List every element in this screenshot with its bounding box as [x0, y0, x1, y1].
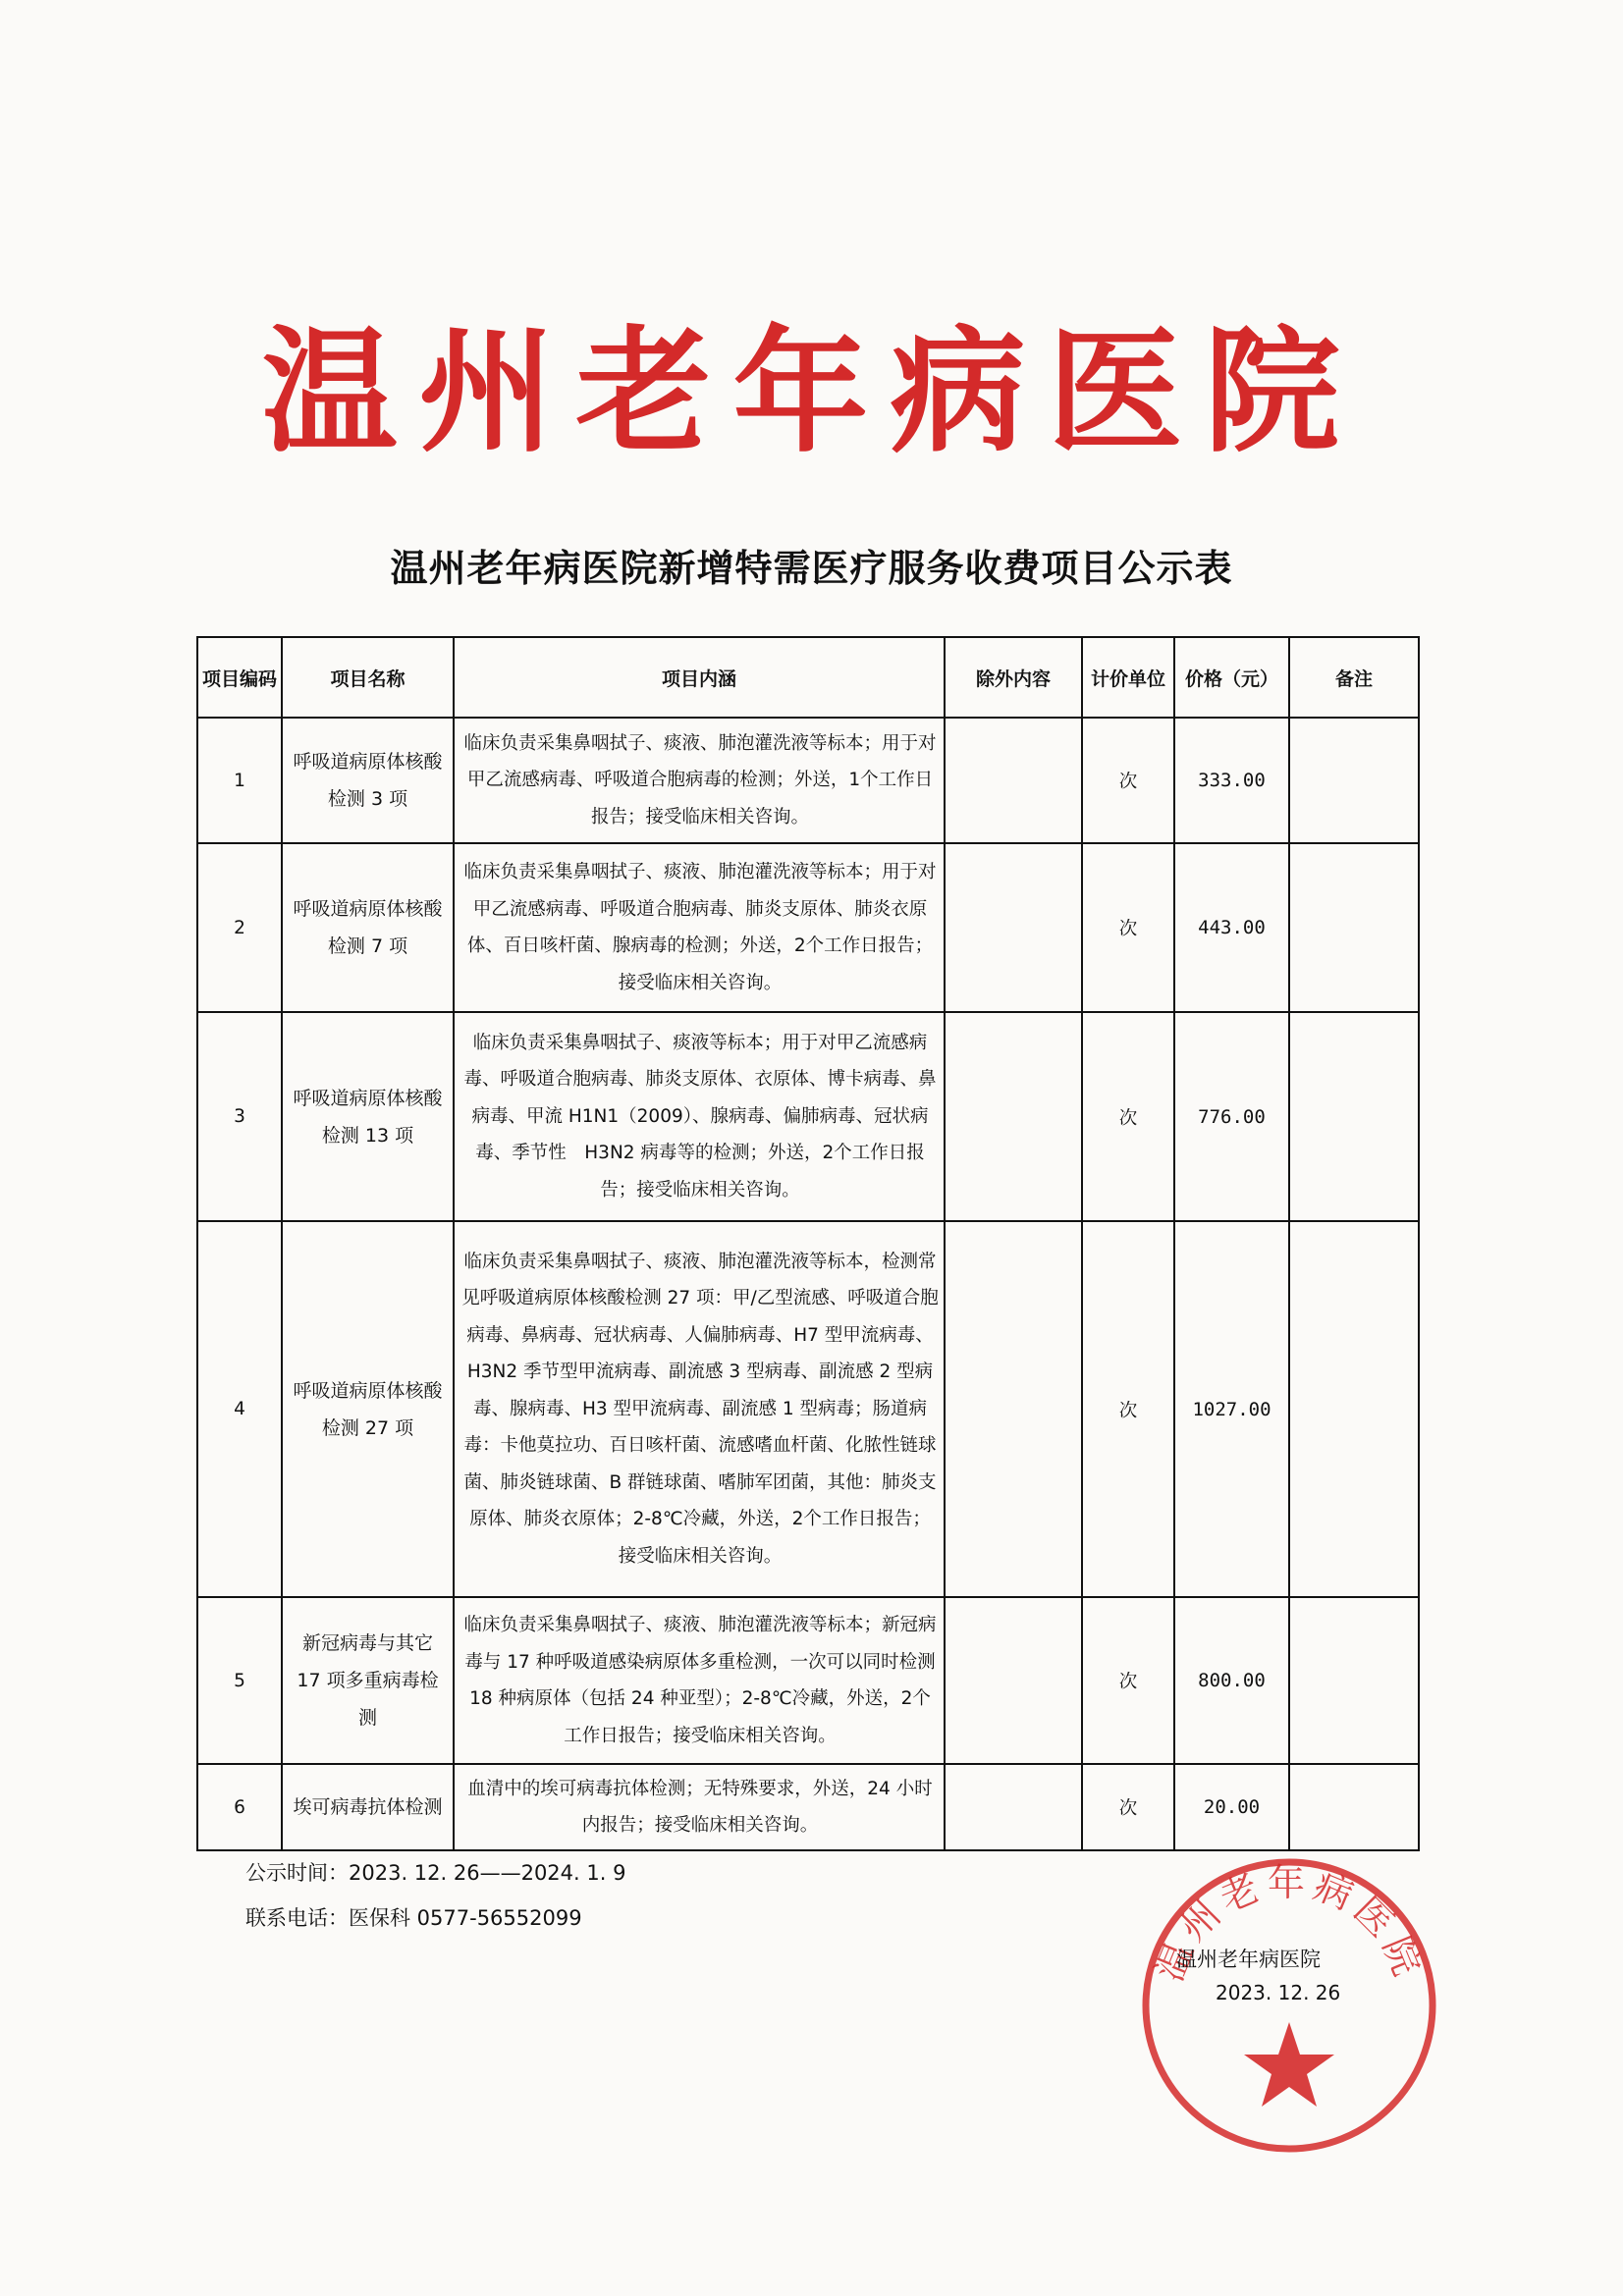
- cell-price: 443.00: [1174, 843, 1289, 1012]
- table-row: [197, 1764, 1419, 1850]
- cell-name: 埃可病毒抗体检测: [282, 1764, 454, 1850]
- cell-unit: 次: [1082, 843, 1174, 1012]
- header-content: 项目内涵: [454, 637, 945, 718]
- cell-code: 3: [197, 1012, 282, 1221]
- cell-exclusions: [945, 1221, 1082, 1597]
- cell-name: 新冠病毒与其它 17 项多重病毒检测: [282, 1597, 454, 1764]
- cell-exclusions: [945, 1764, 1082, 1850]
- header-unit: 计价单位: [1082, 637, 1174, 718]
- seal-graphic: [1137, 1853, 1441, 2158]
- cell-unit: 次: [1082, 1597, 1174, 1764]
- table-row: [197, 1597, 1419, 1764]
- seal-overlay-name: 温州老年病医院: [1176, 1948, 1321, 1971]
- cell-code: 2: [197, 843, 282, 1012]
- cell-remark: [1289, 1597, 1419, 1764]
- header-code: 项目编码: [197, 637, 282, 718]
- cell-price: 776.00: [1174, 1012, 1289, 1221]
- header-name: 项目名称: [282, 637, 454, 718]
- cell-remark: [1289, 1221, 1419, 1597]
- seal-overlay-date: 2023. 12. 26: [1216, 1981, 1341, 2004]
- cell-price: 333.00: [1174, 718, 1289, 843]
- cell-remark: [1289, 843, 1419, 1012]
- cell-name: 呼吸道病原体核酸检测 7 项: [282, 843, 454, 1012]
- cell-remark: [1289, 718, 1419, 843]
- cell-content: 临床负责采集鼻咽拭子、痰液、肺泡灌洗液等标本；用于对甲乙流感病毒、呼吸道合胞病毒、肺炎支原体、肺炎衣原体、百日咳杆菌、腺病毒的检测；外送，2个工作日报告；接受临床相关咨询。: [454, 843, 945, 1012]
- header-remark: 备注: [1289, 637, 1419, 718]
- cell-unit: 次: [1082, 1764, 1174, 1850]
- fee-table: [196, 636, 1420, 1851]
- cell-price: 20.00: [1174, 1764, 1289, 1850]
- cell-exclusions: [945, 1597, 1082, 1764]
- table-row: [197, 1221, 1419, 1597]
- cell-exclusions: [945, 1012, 1082, 1221]
- cell-content: 临床负责采集鼻咽拭子、痰液、肺泡灌洗液等标本，检测常见呼吸道病原体核酸检测 27 项：甲/乙型流感、呼吸道合胞病毒、鼻病毒、冠状病毒、人偏肺病毒、H7 型甲流病毒、H3N2 季节型甲流病毒、副流感 3 型病毒、副流感 2 型病毒、腺病毒、H3 型甲流病毒、副流感 1 型病毒；肠道病毒：卡他莫拉功、百日咳杆菌、流感嗜血杆菌、化脓性链球菌、肺炎链球菌、B 群链球菌、嗜肺军团菌，其他：肺炎支原体、肺炎衣原体；2-8℃冷藏，外送，2个工作日报告；接受临床相关咨询。: [454, 1221, 945, 1597]
- seal-arc-text: 温州老年病医院: [1147, 1861, 1432, 1988]
- contact-phone: 联系电话：医保科 0577-56552099: [245, 1906, 582, 1930]
- cell-unit: 次: [1082, 718, 1174, 843]
- cell-content: 血清中的埃可病毒抗体检测；无特殊要求，外送，24 小时内报告；接受临床相关咨询。: [454, 1764, 945, 1850]
- cell-remark: [1289, 1764, 1419, 1850]
- cell-unit: 次: [1082, 1221, 1174, 1597]
- cell-remark: [1289, 1012, 1419, 1221]
- table-row: [197, 718, 1419, 843]
- cell-code: 5: [197, 1597, 282, 1764]
- cell-exclusions: [945, 843, 1082, 1012]
- seal-star-icon: [1244, 2022, 1334, 2107]
- official-seal: [1137, 1853, 1441, 2158]
- cell-code: 4: [197, 1221, 282, 1597]
- cell-price: 800.00: [1174, 1597, 1289, 1764]
- cell-code: 6: [197, 1764, 282, 1850]
- announce-time: 公示时间：2023. 12. 26——2024. 1. 9: [245, 1861, 626, 1885]
- cell-content: 临床负责采集鼻咽拭子、痰液、肺泡灌洗液等标本；新冠病毒与 17 种呼吸道感染病原体多重检测，一次可以同时检测 18 种病原体（包括 24 种亚型）；2-8℃冷藏，外送，2个工作日报告；接受临床相关咨询。: [454, 1597, 945, 1764]
- header-exclusions: 除外内容: [945, 637, 1082, 718]
- table-row: [197, 1012, 1419, 1221]
- table-row: [197, 843, 1419, 1012]
- cell-name: 呼吸道病原体核酸检测 13 项: [282, 1012, 454, 1221]
- document-title: 温州老年病医院新增特需医疗服务收费项目公示表: [390, 547, 1233, 590]
- cell-price: 1027.00: [1174, 1221, 1289, 1597]
- cell-name: 呼吸道病原体核酸检测 3 项: [282, 718, 454, 843]
- cell-unit: 次: [1082, 1012, 1174, 1221]
- cell-name: 呼吸道病原体核酸检测 27 项: [282, 1221, 454, 1597]
- header-price: 价格（元）: [1174, 637, 1289, 718]
- table-header-row: [197, 637, 1419, 718]
- cell-content: 临床负责采集鼻咽拭子、痰液、肺泡灌洗液等标本；用于对甲乙流感病毒、呼吸道合胞病毒的检测；外送，1个工作日报告；接受临床相关咨询。: [454, 718, 945, 843]
- hospital-letterhead: 温州老年病医院: [261, 311, 1362, 471]
- cell-exclusions: [945, 718, 1082, 843]
- cell-content: 临床负责采集鼻咽拭子、痰液等标本；用于对甲乙流感病毒、呼吸道合胞病毒、肺炎支原体、衣原体、博卡病毒、鼻病毒、甲流 H1N1（2009）、腺病毒、偏肺病毒、冠状病毒、季节性 H3N2 病毒等的检测；外送，2个工作日报告；接受临床相关咨询。: [454, 1012, 945, 1221]
- cell-code: 1: [197, 718, 282, 843]
